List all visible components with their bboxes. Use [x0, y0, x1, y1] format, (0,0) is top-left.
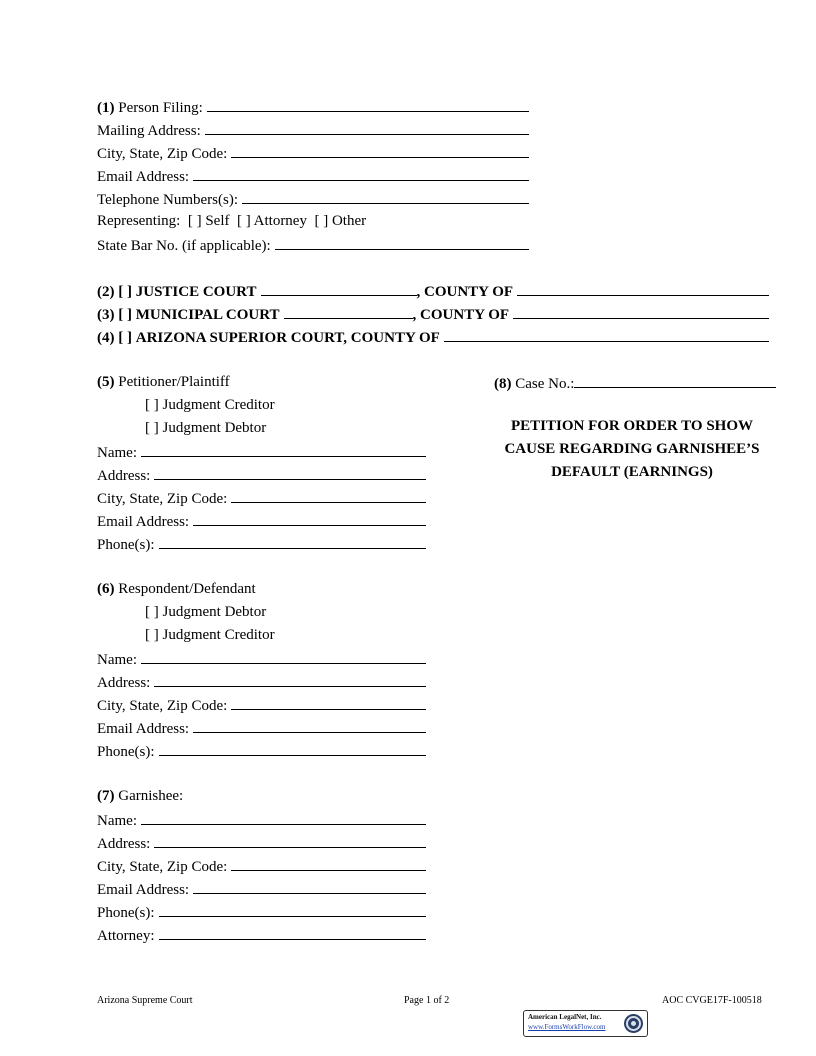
justice-court-label: JUSTICE COURT: [135, 284, 257, 300]
petitioner-phone-field[interactable]: [159, 532, 427, 549]
superior-court-row: [97, 325, 769, 348]
garnishee-address-row: [97, 831, 426, 854]
formsworkflow-logo[interactable]: [523, 1010, 648, 1037]
petitioner-phone-label: Phone(s):: [97, 537, 155, 553]
garnishee-address-field[interactable]: [154, 831, 426, 848]
petitioner-name-field[interactable]: [141, 440, 426, 457]
title-line: CAUSE REGARDING GARNISHEE’S: [504, 441, 760, 457]
section-number: (1): [97, 100, 115, 116]
telephone-row: [97, 187, 529, 210]
municipal-court-field[interactable]: [284, 302, 413, 319]
respondent-judgment-creditor-checkbox[interactable]: [ ] Judgment Creditor: [145, 627, 275, 643]
section-number: (5): [97, 374, 115, 390]
rep-self-checkbox[interactable]: [ ] Self: [187, 213, 230, 229]
logo-emblem-icon: [623, 1013, 644, 1034]
municipal-court-row: [97, 302, 769, 325]
respondent-debtor-row: [145, 601, 266, 624]
filer-city-label: City, State, Zip Code:: [97, 146, 228, 162]
respondent-address-row: [97, 670, 426, 693]
section-number: (7): [97, 788, 115, 804]
garnishee-heading-row: [97, 785, 183, 808]
county-of-label: , COUNTY OF: [416, 284, 514, 300]
representing-label: Representing:: [97, 213, 181, 229]
petitioner-city-label: City, State, Zip Code:: [97, 491, 228, 507]
respondent-city-row: [97, 693, 426, 716]
filer-city-field[interactable]: [231, 141, 529, 158]
garnishee-heading: Garnishee:: [118, 788, 184, 804]
county-of-label: , COUNTY OF: [412, 307, 510, 323]
filer-email-row: [97, 164, 529, 187]
garnishee-attorney-field[interactable]: [159, 923, 427, 940]
petitioner-name-label: Name:: [97, 445, 137, 461]
municipal-court-label: MUNICIPAL COURT: [135, 307, 280, 323]
respondent-city-label: City, State, Zip Code:: [97, 698, 228, 714]
respondent-address-label: Address:: [97, 675, 151, 691]
section-number: (2): [97, 284, 115, 300]
respondent-email-row: [97, 716, 426, 739]
document-title: [484, 415, 780, 484]
respondent-creditor-row: [145, 624, 275, 647]
petitioner-heading-row: [97, 371, 230, 394]
garnishee-phone-field[interactable]: [159, 900, 427, 917]
section-number: (6): [97, 581, 115, 597]
bar-no-field[interactable]: [275, 233, 529, 250]
petitioner-name-row: [97, 440, 426, 463]
respondent-name-row: [97, 647, 426, 670]
section-number: (4): [97, 330, 115, 346]
superior-county-field[interactable]: [444, 325, 769, 342]
footer-court: Arizona Supreme Court: [97, 995, 193, 1006]
petitioner-judgment-debtor-checkbox[interactable]: [ ] Judgment Debtor: [145, 420, 267, 436]
respondent-judgment-debtor-checkbox[interactable]: [ ] Judgment Debtor: [145, 604, 267, 620]
garnishee-name-label: Name:: [97, 813, 137, 829]
superior-court-label: ARIZONA SUPERIOR COURT, COUNTY OF: [135, 330, 440, 346]
respondent-phone-row: [97, 739, 426, 762]
petitioner-heading: Petitioner/Plaintiff: [118, 374, 230, 390]
filer-email-field[interactable]: [193, 164, 529, 181]
filer-email-label: Email Address:: [97, 169, 190, 185]
rep-other-checkbox[interactable]: [ ] Other: [314, 213, 367, 229]
respondent-heading-row: [97, 578, 256, 601]
respondent-address-field[interactable]: [154, 670, 426, 687]
petitioner-email-field[interactable]: [193, 509, 426, 526]
justice-court-row: [97, 279, 769, 302]
municipal-county-field[interactable]: [513, 302, 769, 319]
mailing-address-label: Mailing Address:: [97, 123, 201, 139]
mailing-address-field[interactable]: [205, 118, 529, 135]
respondent-heading: Respondent/Defendant: [118, 581, 256, 597]
municipal-court-checkbox[interactable]: [ ]: [118, 307, 132, 323]
case-number-field[interactable]: [574, 371, 776, 388]
petitioner-city-row: [97, 486, 426, 509]
garnishee-email-row: [97, 877, 426, 900]
telephone-field[interactable]: [242, 187, 529, 204]
respondent-name-label: Name:: [97, 652, 137, 668]
person-filing-label: Person Filing:: [118, 100, 203, 116]
respondent-email-label: Email Address:: [97, 721, 190, 737]
petitioner-address-label: Address:: [97, 468, 151, 484]
title-line: PETITION FOR ORDER TO SHOW: [511, 418, 753, 434]
section-number: (8): [494, 376, 512, 392]
garnishee-city-label: City, State, Zip Code:: [97, 859, 228, 875]
case-number-row: [494, 371, 776, 394]
garnishee-phone-row: [97, 900, 426, 923]
case-number-label: Case No.:: [515, 376, 575, 392]
justice-court-checkbox[interactable]: [ ]: [118, 284, 132, 300]
petitioner-email-row: [97, 509, 426, 532]
filer-city-row: [97, 141, 529, 164]
garnishee-city-row: [97, 854, 426, 877]
bar-no-row: [97, 233, 529, 256]
respondent-phone-field[interactable]: [159, 739, 427, 756]
footer-page-number: Page 1 of 2: [404, 995, 450, 1006]
garnishee-attorney-row: [97, 923, 426, 946]
representing-row: [97, 210, 366, 233]
garnishee-phone-label: Phone(s):: [97, 905, 155, 921]
rep-attorney-checkbox[interactable]: [ ] Attorney: [236, 213, 307, 229]
petitioner-phone-row: [97, 532, 426, 555]
section-number: (3): [97, 307, 115, 323]
garnishee-city-field[interactable]: [231, 854, 426, 871]
telephone-label: Telephone Numbers(s):: [97, 192, 238, 208]
respondent-name-field[interactable]: [141, 647, 426, 664]
superior-court-checkbox[interactable]: [ ]: [118, 330, 132, 346]
garnishee-address-label: Address:: [97, 836, 151, 852]
petitioner-city-field[interactable]: [231, 486, 426, 503]
petitioner-email-label: Email Address:: [97, 514, 190, 530]
petitioner-creditor-row: [145, 394, 275, 417]
respondent-email-field[interactable]: [193, 716, 426, 733]
footer-form-code: AOC CVGE17F-100518: [662, 995, 762, 1006]
justice-court-field[interactable]: [261, 279, 417, 296]
logo-company: American LegalNet, Inc.: [528, 1013, 602, 1021]
garnishee-attorney-label: Attorney:: [97, 928, 155, 944]
petitioner-address-row: [97, 463, 426, 486]
logo-url[interactable]: www.FormsWorkFlow.com: [528, 1023, 606, 1031]
petitioner-debtor-row: [145, 417, 266, 440]
respondent-city-field[interactable]: [231, 693, 426, 710]
title-line: DEFAULT (EARNINGS): [551, 464, 713, 480]
person-filing-row: [97, 95, 529, 118]
petitioner-judgment-creditor-checkbox[interactable]: [ ] Judgment Creditor: [145, 397, 275, 413]
bar-no-label: State Bar No. (if applicable):: [97, 238, 271, 254]
justice-county-field[interactable]: [517, 279, 769, 296]
garnishee-name-field[interactable]: [141, 808, 426, 825]
petitioner-address-field[interactable]: [154, 463, 426, 480]
respondent-phone-label: Phone(s):: [97, 744, 155, 760]
garnishee-name-row: [97, 808, 426, 831]
garnishee-email-field[interactable]: [193, 877, 426, 894]
person-filing-field[interactable]: [207, 95, 529, 112]
garnishee-email-label: Email Address:: [97, 882, 190, 898]
mailing-address-row: [97, 118, 529, 141]
